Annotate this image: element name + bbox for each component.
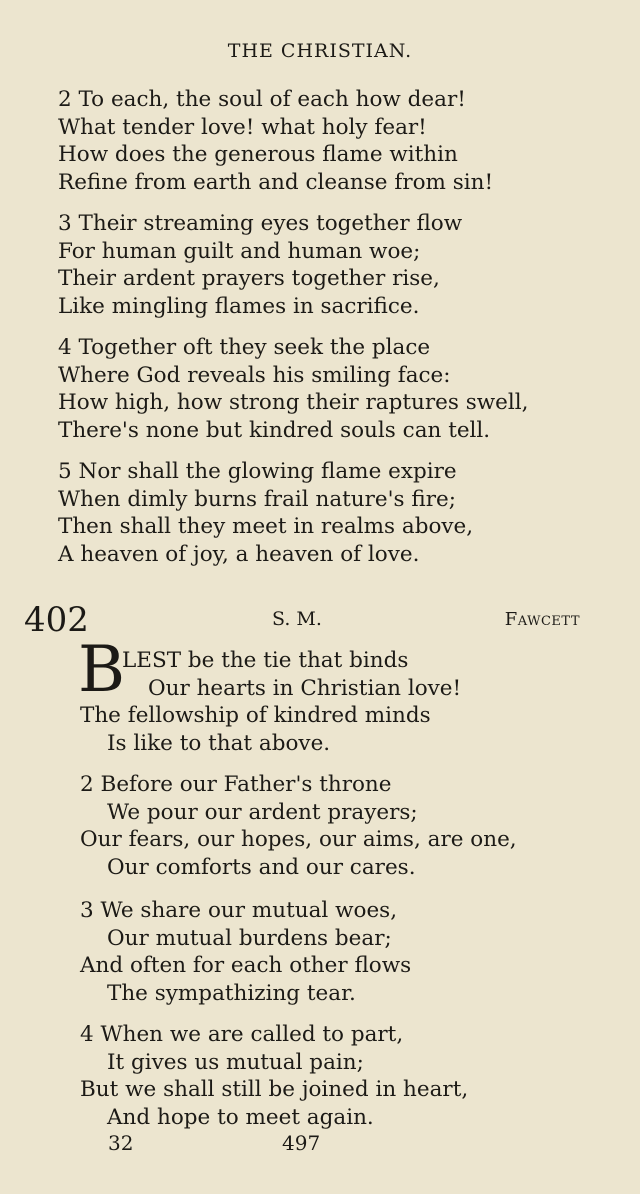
verse-line: A heaven of joy, a heaven of love. (58, 541, 420, 567)
verse-line: Their ardent prayers together rise, (58, 266, 440, 291)
verse-line: Our hearts in Christian love! (148, 675, 462, 701)
hymn-stanza-1 (80, 647, 461, 757)
hymn-stanza-2 (80, 771, 517, 881)
verse-line: Then shall they meet in realms above, (58, 514, 474, 539)
verse-line: Our comforts and our cares. (107, 854, 416, 880)
hymn-number: 402 (24, 600, 89, 640)
verse-line: The fellowship of kindred minds (80, 703, 431, 728)
verse-line: 2 Before our Father's throne (80, 772, 392, 797)
drop-cap: B (78, 633, 126, 707)
verse-line: But we shall still be joined in heart, (80, 1077, 469, 1102)
verse-line: For human guilt and human woe; (58, 238, 421, 264)
verse-line: LEST be the tie that binds (122, 648, 409, 673)
previous-hymn-stanza-2 (58, 86, 493, 196)
page-number: 497 (282, 1131, 321, 1155)
verse-line: Our fears, our hopes, our aims, are one, (80, 827, 517, 852)
verse-line: 2 To each, the soul of each how dear! (58, 87, 466, 112)
hymn-composer: Fawcett (504, 609, 580, 630)
previous-hymn-stanza-3 (58, 210, 462, 320)
verse-line: 3 We share our mutual woes, (80, 898, 398, 923)
verse-line: How high, how strong their raptures swell, (58, 390, 529, 415)
verse-line: We pour our ardent prayers; (107, 799, 418, 825)
verse-line: Where God reveals his smiling face: (58, 362, 451, 388)
running-head: THE CHRISTIAN. (227, 40, 413, 62)
verse-line: Refine from earth and cleanse from sin! (58, 169, 494, 195)
verse-line: The sympathizing tear. (107, 980, 356, 1006)
hymn-stanza-4 (80, 1021, 468, 1131)
verse-line: It gives us mutual pain; (107, 1049, 364, 1075)
verse-line: When dimly burns frail nature's fire; (58, 486, 456, 512)
verse-line: Like mingling flames in sacrifice. (58, 293, 420, 319)
verse-line: And hope to meet again. (107, 1104, 374, 1130)
verse-line: 3 Their streaming eyes together flow (58, 211, 463, 236)
verse-line: How does the generous flame within (58, 142, 458, 167)
hymn-stanza-3 (80, 897, 411, 1007)
verse-line: 4 When we are called to part, (80, 1022, 404, 1047)
previous-hymn-stanza-4 (58, 334, 528, 444)
verse-line: And often for each other flows (80, 953, 412, 978)
verse-line: Is like to that above. (107, 730, 331, 756)
verse-line: 4 Together oft they seek the place (58, 335, 431, 360)
verse-line: There's none but kindred souls can tell. (58, 417, 491, 443)
page-footer (0, 1131, 640, 1159)
previous-hymn-stanza-5 (58, 458, 473, 568)
verse-line: Our mutual burdens bear; (107, 925, 392, 951)
hymn-meter: S. M. (272, 608, 322, 630)
verse-line: 5 Nor shall the glowing flame expire (58, 459, 457, 484)
verse-line: What tender love! what holy fear! (58, 114, 427, 140)
signature-mark: 32 (108, 1131, 134, 1155)
